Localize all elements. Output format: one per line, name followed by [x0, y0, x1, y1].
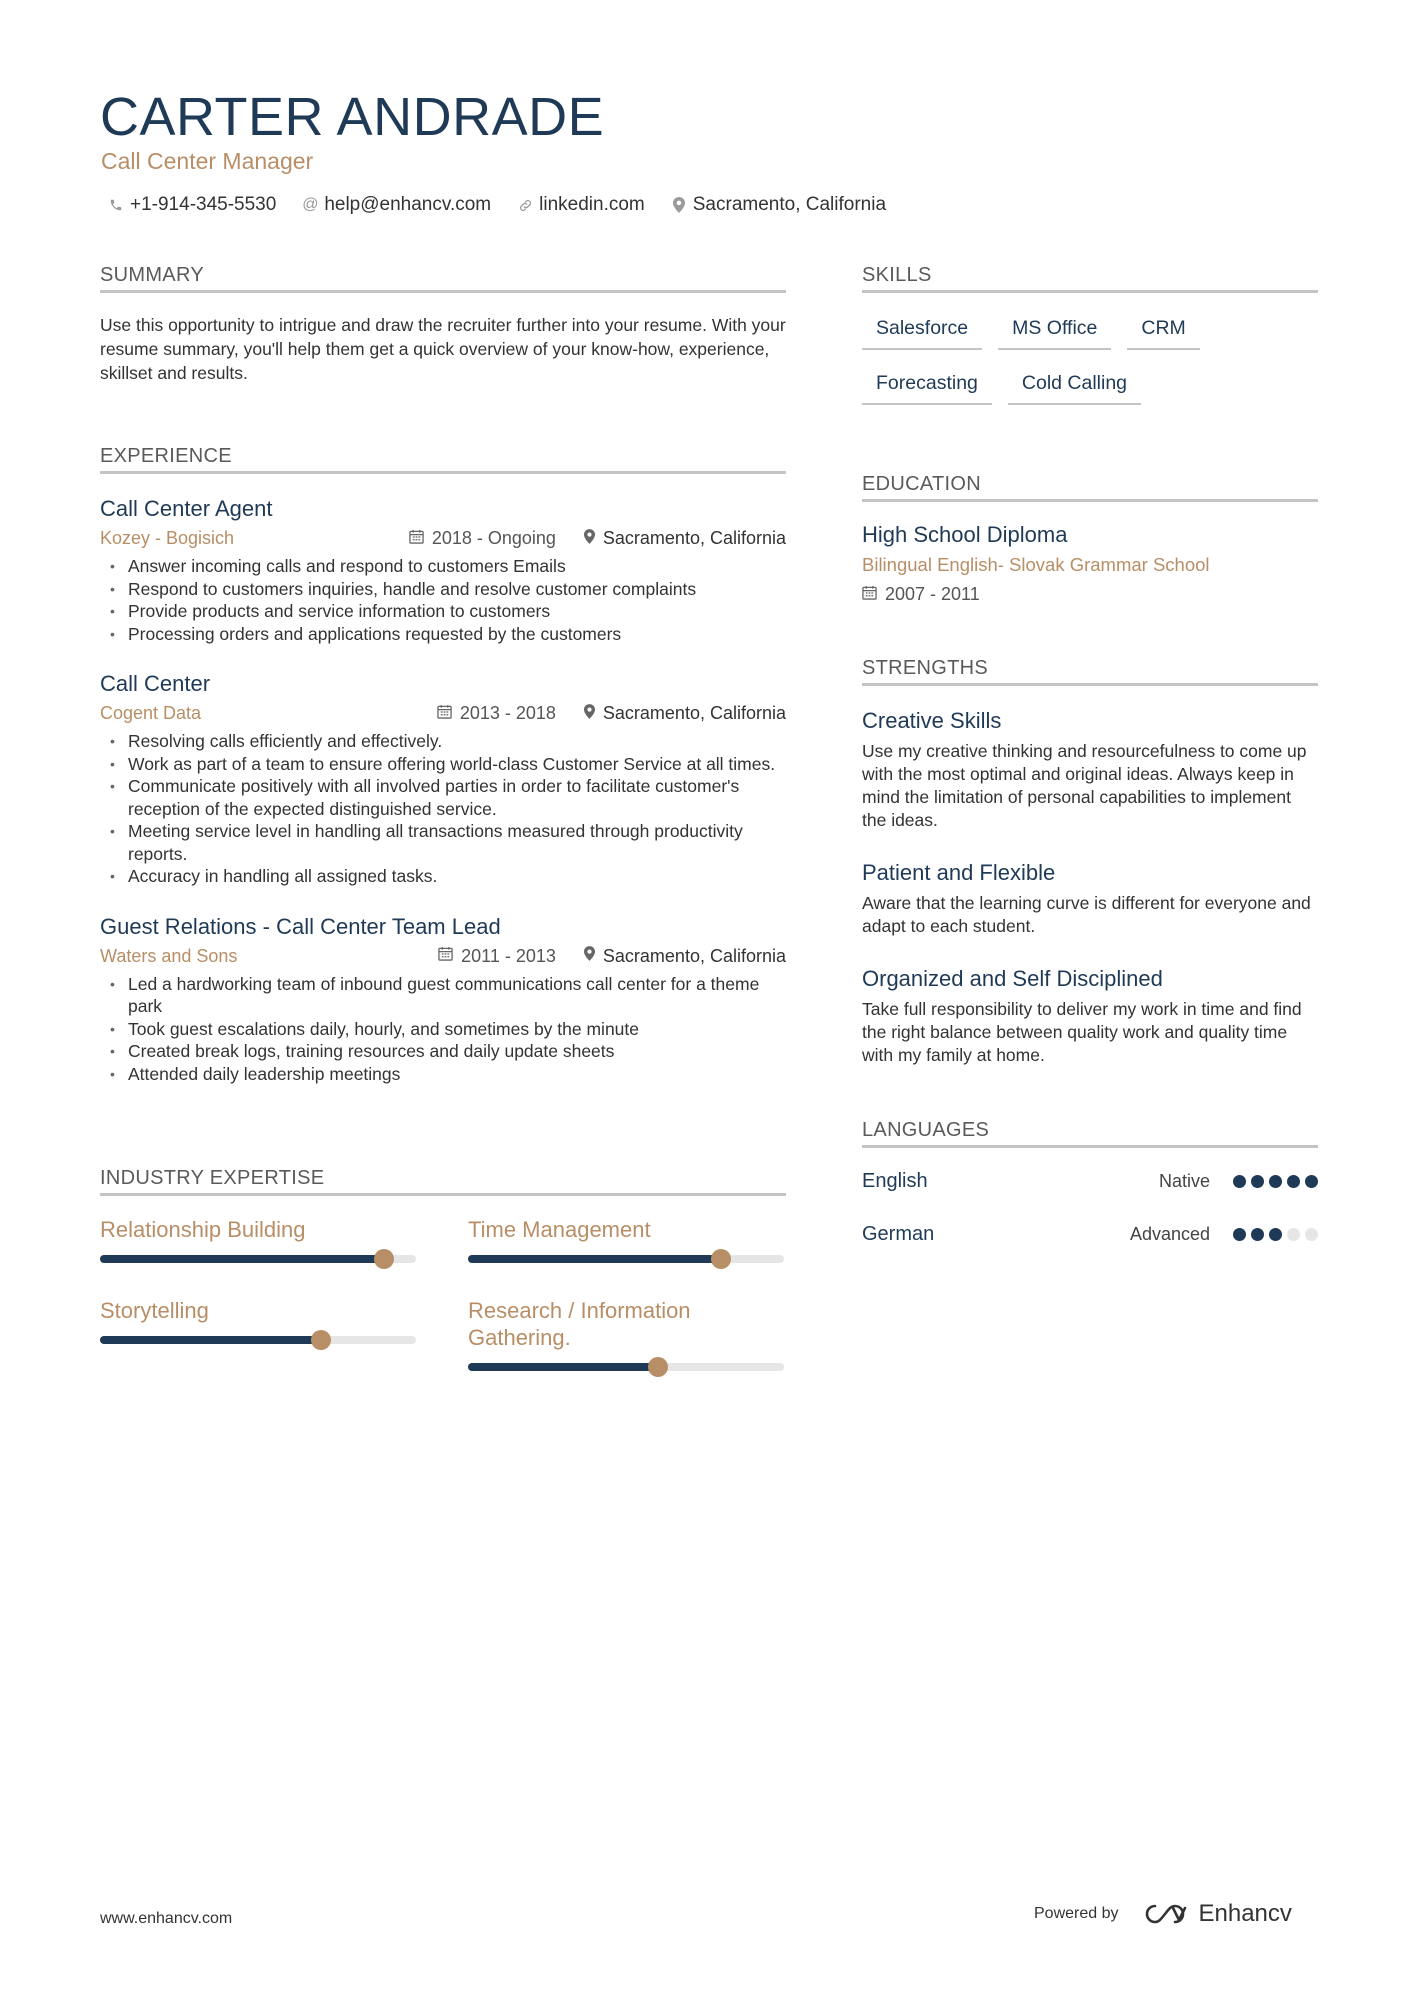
- job-meta: [100, 946, 786, 967]
- expertise-item: [468, 1297, 784, 1371]
- expertise-bar: [100, 1336, 416, 1344]
- strength-title: Creative Skills: [862, 708, 1002, 733]
- job-bullets: [100, 555, 786, 645]
- bullet-item: • Provide products and service information to customers: [100, 600, 786, 623]
- powered-by-text: Powered by: [1034, 1905, 1119, 1922]
- company-name: Kozey - Bogisich: [100, 528, 235, 548]
- expertise-bar-knob: [648, 1357, 668, 1377]
- skill-tag: Forecasting: [862, 366, 992, 405]
- bullet-item: • Created break logs, training resources and daily update sheets: [100, 1040, 786, 1063]
- link-icon: [517, 198, 533, 213]
- job-title: Call Center: [100, 671, 211, 696]
- language-level: Native: [1158, 1171, 1210, 1191]
- calendar-icon: [862, 585, 877, 605]
- language-dot-filled: [1305, 1175, 1318, 1188]
- bullet-item: • Meeting service level in handling all transactions measured through productivity reports.: [100, 820, 786, 865]
- strengths-heading: STRENGTHS: [862, 657, 1318, 686]
- education-date-text: 2007 - 2011: [885, 584, 980, 604]
- expertise-bar-fill: [468, 1255, 721, 1263]
- job-title: Guest Relations - Call Center Team Lead: [100, 913, 501, 939]
- at-icon: @: [302, 196, 319, 213]
- industry-expertise-heading: INDUSTRY EXPERTISE: [100, 1167, 786, 1196]
- education-section: [862, 473, 1318, 605]
- skills-heading: SKILLS: [862, 264, 1318, 293]
- languages-section: [862, 1119, 1318, 1246]
- experience-item: [100, 914, 786, 1086]
- job-date: [409, 528, 556, 549]
- strength-item: [862, 966, 1318, 1067]
- enhancv-logo-icon: [1143, 1902, 1189, 1926]
- bullet-item: • Accuracy in handling all assigned tasks.: [100, 865, 786, 888]
- job-date-text: 2018 - Ongoing: [431, 528, 556, 548]
- education-heading: EDUCATION: [862, 473, 1318, 502]
- candidate-role: Call Center Manager: [101, 148, 314, 174]
- job-meta: [100, 528, 786, 549]
- language-dot-filled: [1233, 1175, 1246, 1188]
- expertise-name: Relationship Building: [100, 1217, 306, 1242]
- languages-heading: LANGUAGES: [862, 1119, 1318, 1148]
- language-dot-filled: [1251, 1175, 1264, 1188]
- expertise-item: [468, 1216, 784, 1263]
- contact-phone-text: +1-914-345-5530: [130, 194, 277, 215]
- location-pin-icon: [584, 704, 595, 724]
- summary-heading: SUMMARY: [100, 264, 786, 293]
- expertise-bar-knob: [311, 1330, 331, 1350]
- contact-phone[interactable]: [108, 194, 276, 216]
- expertise-bar: [468, 1363, 784, 1371]
- language-dot-empty: [1287, 1228, 1300, 1241]
- skill-tag: Cold Calling: [1008, 366, 1141, 405]
- job-date-text: 2011 - 2013: [461, 945, 556, 966]
- language-dot-filled: [1269, 1175, 1282, 1188]
- company-name: Waters and Sons: [100, 945, 238, 966]
- location-pin-icon: [584, 529, 595, 549]
- strengths-section: [862, 657, 1318, 1067]
- brand-name: Enhancv: [1198, 1900, 1292, 1927]
- expertise-item: [100, 1216, 416, 1263]
- language-dots: [1228, 1175, 1318, 1188]
- bullet-item: • Took guest escalations daily, hourly, and sometimes by the minute: [100, 1018, 786, 1041]
- experience-section: [100, 445, 786, 1085]
- industry-expertise-section: [100, 1167, 786, 1371]
- expertise-bar: [468, 1255, 784, 1263]
- expertise-item: [100, 1297, 416, 1371]
- job-location-text: Sacramento, California: [602, 528, 786, 548]
- expertise-grid: [100, 1216, 786, 1371]
- expertise-bar-fill: [100, 1255, 384, 1263]
- bullet-item: • Resolving calls efficiently and effectively.: [100, 730, 786, 753]
- skill-tag: MS Office: [998, 311, 1111, 350]
- expertise-bar-knob: [374, 1249, 394, 1269]
- contact-link[interactable]: [517, 194, 645, 216]
- bullet-item: • Answer incoming calls and respond to customers Emails: [100, 555, 786, 578]
- job-date: [437, 703, 556, 724]
- bullet-item: • Processing orders and applications requested by the customers: [100, 623, 786, 646]
- language-dot-filled: [1251, 1228, 1264, 1241]
- language-dots: [1228, 1228, 1318, 1241]
- strength-description: Aware that the learning curve is different for everyone and adapt to each student.: [862, 893, 1311, 936]
- language-dot-filled: [1287, 1175, 1300, 1188]
- skills-list: [862, 311, 1318, 421]
- job-location: [584, 946, 786, 967]
- left-column: [100, 264, 786, 1371]
- strength-description: Take full responsibility to deliver my work in time and find the right balance between quality work and quality time with my family at home.: [862, 999, 1302, 1065]
- language-dot-filled: [1233, 1228, 1246, 1241]
- strength-title: Organized and Self Disciplined: [862, 966, 1163, 991]
- language-name: English: [862, 1170, 928, 1192]
- contact-location-text: Sacramento, California: [692, 194, 887, 215]
- phone-icon: [108, 198, 124, 212]
- expertise-bar-knob: [711, 1249, 731, 1269]
- summary-text: Use this opportunity to intrigue and draw the recruiter further into your resume. With your resume summary, you'll help them get a quick overview of your know-how, experience, skillset and results.: [100, 315, 786, 383]
- experience-heading: EXPERIENCE: [100, 445, 786, 474]
- right-column: [862, 264, 1318, 1246]
- job-bullets: [100, 730, 786, 888]
- job-location: [584, 703, 786, 724]
- language-dot-empty: [1305, 1228, 1318, 1241]
- footer-website[interactable]: www.enhancv.com: [100, 1910, 233, 1927]
- job-date: [438, 946, 556, 967]
- experience-item: [100, 496, 786, 645]
- contact-email[interactable]: [302, 194, 491, 216]
- strength-description: Use my creative thinking and resourcefulness to come up with the most optimal and original ideas. Always keep in mind the limitation of personal capabilities to implement the ideas.: [862, 741, 1307, 830]
- candidate-name: CARTER ANDRADE: [100, 87, 605, 147]
- strength-item: [862, 708, 1318, 832]
- strength-item: [862, 860, 1318, 938]
- bullet-item: • Respond to customers inquiries, handle and resolve customer complaints: [100, 578, 786, 601]
- job-bullets: [100, 973, 786, 1086]
- contact-email-text: help@enhancv.com: [324, 194, 492, 215]
- language-item: [862, 1223, 1318, 1246]
- location-pin-icon: [671, 197, 687, 213]
- contact-link-text: linkedin.com: [539, 194, 645, 215]
- strength-title: Patient and Flexible: [862, 860, 1056, 885]
- bullet-item: • Led a hardworking team of inbound guest communications call center for a theme park: [100, 973, 786, 1018]
- language-level: Advanced: [1129, 1224, 1210, 1244]
- expertise-bar-fill: [468, 1363, 658, 1371]
- language-item: [862, 1170, 1318, 1193]
- contact-location: [671, 194, 886, 216]
- bullet-item: • Work as part of a team to ensure offering world-class Customer Service at all times.: [100, 753, 786, 776]
- expertise-bar-fill: [100, 1336, 321, 1344]
- expertise-bar: [100, 1255, 416, 1263]
- company-name: Cogent Data: [100, 703, 202, 723]
- bullet-item: • Attended daily leadership meetings: [100, 1063, 786, 1086]
- language-name: German: [862, 1223, 935, 1245]
- brand-logo[interactable]: [1143, 1900, 1292, 1928]
- skills-section: [862, 264, 1318, 421]
- calendar-icon: [438, 946, 453, 966]
- expertise-name: Storytelling: [100, 1298, 209, 1323]
- calendar-icon: [437, 704, 452, 724]
- calendar-icon: [409, 529, 424, 549]
- skill-tag: Salesforce: [862, 311, 982, 350]
- expertise-name: Time Management: [468, 1217, 651, 1242]
- school-name: Bilingual English- Slovak Grammar School: [862, 554, 1210, 575]
- bullet-item: • Communicate positively with all involved parties in order to facilitate customer's reception of the expected distinguished service.: [100, 775, 786, 820]
- job-location-text: Sacramento, California: [602, 945, 786, 966]
- job-location: [584, 528, 786, 549]
- expertise-name: Research / Information Gathering.: [468, 1298, 691, 1350]
- job-location-text: Sacramento, California: [602, 703, 786, 723]
- experience-item: [100, 671, 786, 888]
- skill-tag: CRM: [1127, 311, 1199, 350]
- job-meta: [100, 703, 786, 724]
- contact-bar: [108, 194, 912, 216]
- footer-branding: [1034, 1900, 1292, 1928]
- job-date-text: 2013 - 2018: [459, 703, 556, 723]
- education-date: [862, 584, 1318, 605]
- language-dot-filled: [1269, 1228, 1282, 1241]
- location-pin-icon: [584, 946, 595, 966]
- summary-section: [100, 264, 786, 385]
- job-title: Call Center Agent: [100, 496, 273, 521]
- degree-title: High School Diploma: [862, 522, 1068, 547]
